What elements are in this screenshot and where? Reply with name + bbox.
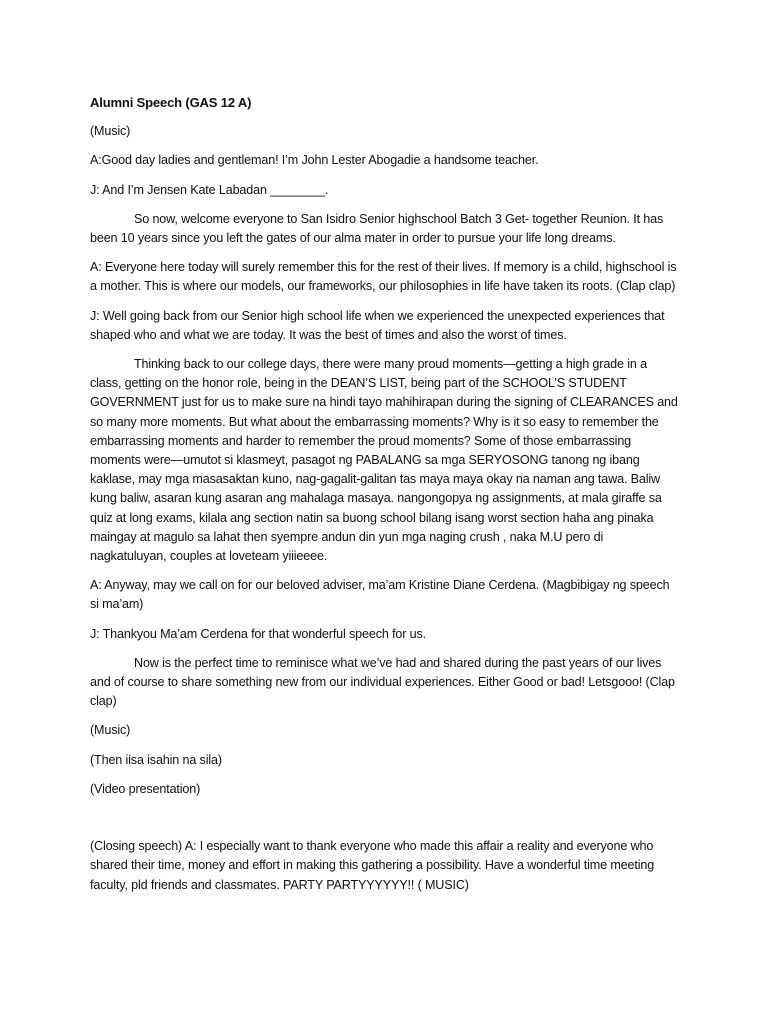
- paragraph-music-1: (Music): [90, 124, 131, 139]
- paragraph-memory: A: Everyone here today will surely remember this for the rest of their lives. If memory is a child, highschool is a mother. This is where our models, our frameworks, our philosophies in life have taken its roots. (Clap clap): [90, 260, 677, 294]
- paragraph-greeting-a: A:Good day ladies and gentleman! I’m John Lester Abogadie a handsome teacher.: [90, 153, 539, 168]
- paragraph-welcome: So now, welcome everyone to San Isidro Senior highschool Batch 3 Get- together Reunion. It has been 10 years since you left the gates of our alma mater in order to pursue your life long dreams.: [90, 211, 664, 246]
- paragraph-adviser: A: Anyway, may we call on for our beloved adviser, ma’am Kristine Diane Cerdena. (Magbibigay ng speech si ma’am): [90, 578, 670, 612]
- paragraph-video: (Video presentation): [90, 781, 201, 796]
- paragraph-going-back: J: Well going back from our Senior high school life when we experienced the unexpected experiences that shaped who and what we are today. It was the best of times and also the worst of times.: [90, 308, 665, 342]
- paragraph-iisa-isahin: (Then iisa isahin na sila): [90, 752, 222, 767]
- paragraph-thinking-back: Thinking back to our college days, there were many proud moments—getting a high grade in a class, getting on the honor role, being in the DEAN’S LIST, being part of the SCHOOL’S STUDENT GOVERNMENT just for us to make sure na hindi tayo mahihirapan during the signing of CLEARANCES and so many more moments. But what about the embarrassing moments? Why is it so easy to remember the embarrassing moments and harder to remember the proud moments? Some of those embarrassing moments were—umutot si klasmeyt, pasagot ng PABALANG sa mga SERYOSONG tanong ng ibang kaklase, may mga masasaktan kuno, nag-gagalit-galitan tas maya maya okay na naman ang tawa. Baliw kung baliw, asaran kung asaran ang mahalaga masaya. nangongopya ng assignments, at mala giraffe sa quiz at long exams, kilala ang section natin sa buong school bilang isang worst section haha ang pinaka maingay at magulo sa lahat then syempre andun din yun mga naging crush , naka M.U pero di nagkatuluyan, couples at loveteam yiiieeee.: [90, 357, 678, 564]
- blank-line: [90, 809, 680, 837]
- paragraph-closing: (Closing speech) A: I especially want to thank everyone who made this affair a reality and everyone who shared their time, money and effort in making this gathering a possibility. Have a wonderful time meeting faculty, pld friends and classmates. PARTY PARTYYYYYY!! ( MUSIC): [90, 839, 655, 892]
- document-title: Alumni Speech (GAS 12 A): [90, 95, 252, 110]
- paragraph-reminisce: Now is the perfect time to reminisce what we’ve had and shared during the past years of our lives and of course to share something new from our individual experiences. Either Good or bad! Letsgooo! (Clap clap): [90, 655, 675, 709]
- paragraph-greeting-j: J: And I’m Jensen Kate Labadan ________.: [90, 182, 329, 197]
- paragraph-thankyou: J: Thankyou Ma’am Cerdena for that wonderful speech for us.: [90, 626, 427, 641]
- document-body: [90, 93, 680, 905]
- paragraph-music-2: (Music): [90, 723, 131, 738]
